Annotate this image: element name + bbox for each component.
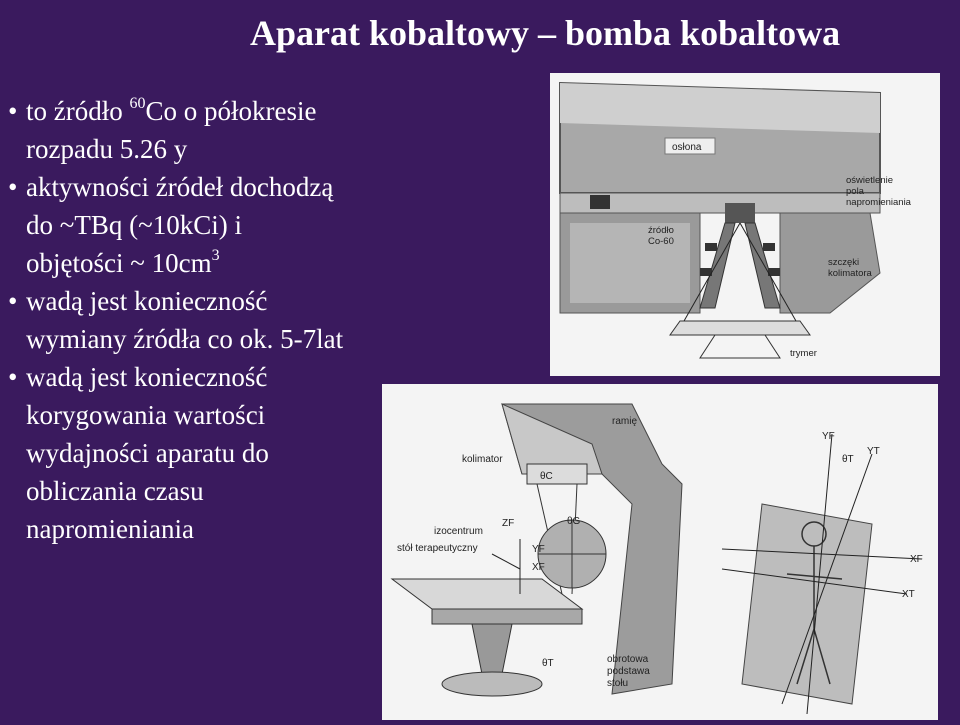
bullet-text: wymiany źródła co ok. 5-7lat [26,324,344,354]
bullet-dot: • [8,172,18,202]
label-oslona: osłona [672,142,702,153]
bullet-text: napromieniania [26,514,194,544]
bullet-text: Co o półokresie [145,96,317,126]
label-szczeki-1: szczęki [828,257,860,268]
bullet-dot: • [8,96,18,126]
label-oswietlenie-2: pola [846,186,864,197]
label-zrodlo-2: Co-60 [648,236,674,247]
label-zrodlo-1: źródło [648,225,674,236]
label-izocentrum: izocentrum [434,526,483,537]
label-szczeki-2: kolimatora [828,268,872,279]
label-x-t: XT [902,589,915,600]
bullet-dot: • [8,362,18,392]
label-ramie: ramię [612,416,638,427]
label-stol: stół terapeutyczny [397,543,478,554]
bullet-text: korygowania wartości [26,400,266,430]
slide-title: Aparat kobaltowy – bomba kobaltowa [250,13,841,53]
cobalt-head-diagram [550,73,940,376]
label-obrotowa: obrotowa [607,654,649,665]
label-x-f: XF [532,562,545,573]
label-y-t: YT [867,446,880,457]
bullet-item-replacement [8,282,428,358]
bullet-text: do ~TBq (~10kCi) i [26,210,242,240]
bullet-text: obliczania czasu [26,476,204,506]
label-z-f: ZF [502,518,515,529]
bullet-text: objętości ~ 10cm [26,248,212,278]
bullet-text: wadą jest konieczność [26,362,268,392]
label-theta-c: θC [540,471,553,482]
label-theta-t-right: θT [842,454,854,465]
label-oswietlenie-3: napromieniania [846,197,911,208]
gantry-coordinate-diagram [382,384,938,720]
label-y-f: YF [532,544,545,555]
bullet-item-half-life [8,92,428,168]
bullet-item-activity [8,168,428,282]
label-stolu: stołu [607,678,629,689]
bullet-item-correction [8,358,428,548]
superscript: 60 [129,95,146,112]
label-kolimator: kolimator [462,454,503,465]
label-podstawa: podstawa [607,666,650,677]
bullet-text: aktywności źródeł dochodzą [26,172,334,202]
bullet-text: wadą jest konieczność [26,286,268,316]
label-trymer: trymer [790,348,817,359]
cobalt-head-svg [550,73,940,376]
gantry-svg [382,384,938,720]
label-oswietlenie-1: oświetlenie [846,175,893,186]
bullet-text: wydajności aparatu do [26,438,269,468]
label-theta-t: θT [542,658,554,669]
bullet-text: rozpadu 5.26 y [26,134,188,164]
bullet-text: to źródło [26,96,130,126]
superscript: 3 [211,247,220,264]
bullet-dot: • [8,286,18,316]
label-y-f-right: YF [822,431,835,442]
label-theta-g: θG [567,516,581,527]
bullet-list [8,92,428,548]
label-x-f-right: XF [910,554,923,565]
